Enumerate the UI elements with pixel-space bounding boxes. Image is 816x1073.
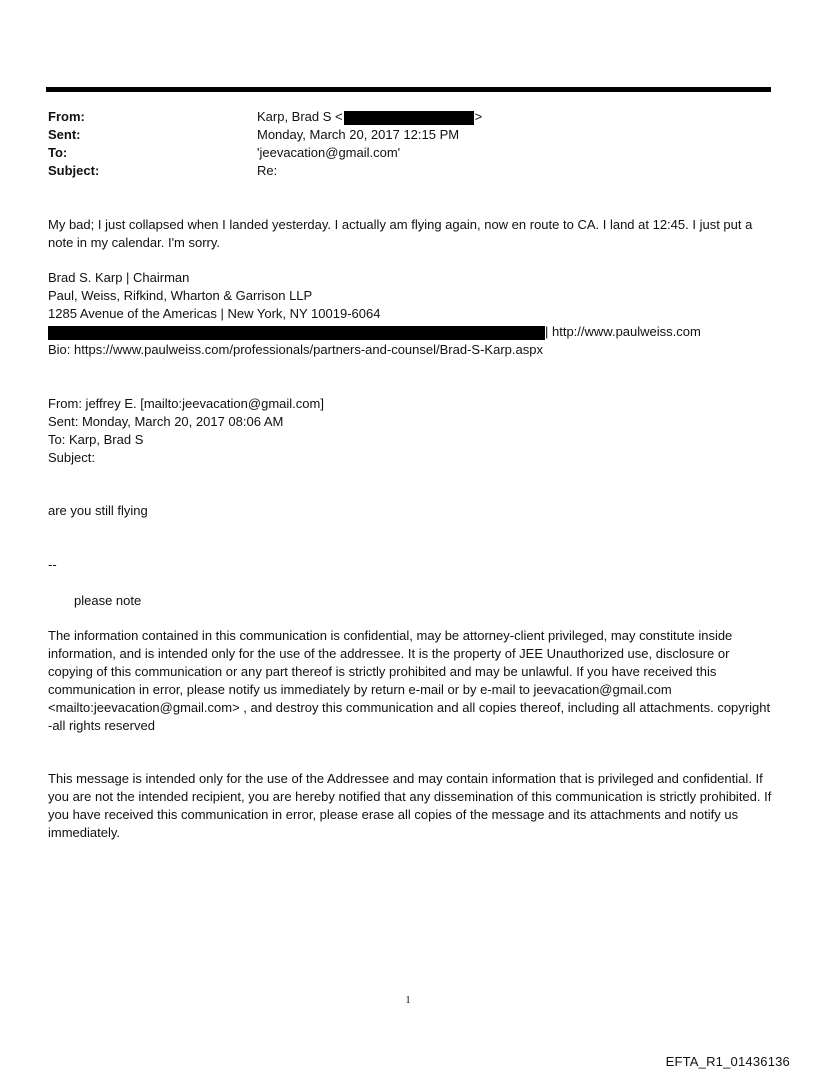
sent-value: Monday, March 20, 2017 12:15 PM <box>257 127 460 142</box>
redaction-box <box>344 111 474 125</box>
reply-body <box>48 216 773 252</box>
redaction-bar <box>48 326 545 340</box>
signature-name-title: Brad S. Karp | Chairman <box>48 270 190 285</box>
addressee-text: This message is intended only for the use of the Addressee and may contain information that is privileged and confidential. If you are not the intended recipient, you are hereby notified that any dissemination of this communication is strictly prohibited. If you have received this communication in error, please erase all copies of the message and its attachments and notify us immediately. <box>48 771 772 840</box>
from-row <box>48 108 768 126</box>
from-value <box>257 108 482 126</box>
forwarded-to: To: Karp, Brad S <box>48 432 144 447</box>
signature-address: 1285 Avenue of the Americas | New York, NY 10019-6064 <box>48 306 381 321</box>
reply-text: My bad; I just collapsed when I landed yesterday. I actually am flying again, now en route to CA. I land at 12:45. I just put a note in my calendar. I'm sorry. <box>48 217 753 250</box>
signature-contact-line <box>48 323 773 341</box>
from-label: From: <box>48 109 85 124</box>
signature-separator: -- <box>48 557 57 572</box>
email-header <box>48 108 768 180</box>
forwarded-subject: Subject: <box>48 450 95 465</box>
signature-bio: Bio: https://www.paulweiss.com/professionals/partners-and-counsel/Brad-S-Karp.aspx <box>48 342 543 357</box>
bates-stamp: EFTA_R1_01436136 <box>665 1054 790 1069</box>
subject-label: Subject: <box>48 163 100 178</box>
header-rule <box>46 87 771 92</box>
addressee-notice <box>48 770 773 842</box>
confidentiality-text: The information contained in this communication is confidential, may be attorney-client privileged, may constitute inside information, and is intended only for the use of the addressee. It is the property of JEE Unauthorized use, disclosure or copying of this communication or any part thereof is strictly prohibited and may be unlawful. If you have received this communication in error, please notify us immediately by return e-mail or by e-mail to jeevacation@gmail.com <mailto:jeevacation@gmail.com> , and destroy this communication and all copies thereof, including all attachments. copyright -all rights reserved <box>48 628 771 733</box>
page-number: 1 <box>405 994 411 1006</box>
from-name: Karp, Brad S < <box>257 109 343 124</box>
sent-label: Sent: <box>48 127 81 142</box>
forwarded-sent: Sent: Monday, March 20, 2017 08:06 AM <box>48 414 284 429</box>
subject-value: Re: <box>257 163 278 178</box>
forwarded-header <box>48 395 773 467</box>
subject-row <box>48 162 768 180</box>
confidentiality-notice <box>48 627 773 735</box>
to-row <box>48 144 768 162</box>
to-value: 'jeevacation@gmail.com' <box>257 145 401 160</box>
signature-firm: Paul, Weiss, Rifkind, Wharton & Garrison LLP <box>48 288 313 303</box>
forwarded-from: From: jeffrey E. [mailto:jeevacation@gmail.com] <box>48 396 324 411</box>
original-message: are you still flying <box>48 503 148 518</box>
signature-block <box>48 269 773 359</box>
signature-website: | http://www.paulweiss.com <box>545 324 701 339</box>
from-close: > <box>474 109 483 124</box>
please-note: please note <box>74 593 142 608</box>
to-label: To: <box>48 145 68 160</box>
sent-row <box>48 126 768 144</box>
